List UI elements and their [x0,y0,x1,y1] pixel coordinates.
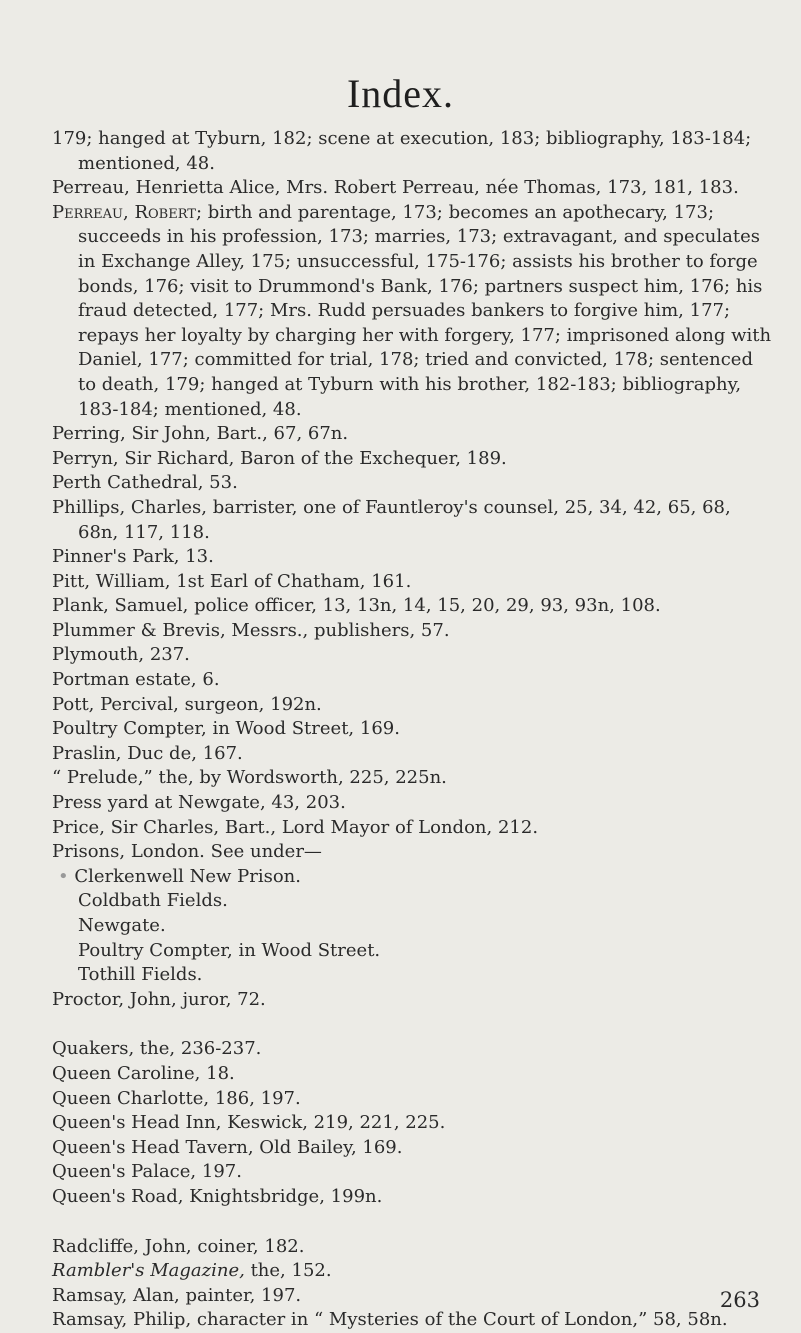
index-entry: Proctor, John, juror, 72. [52,988,266,1010]
index-entry: Pinner's Park, 13. [52,546,214,568]
index-entry: Queen Charlotte, 186, 197. [52,1087,301,1109]
index-entry: Pott, Percival, surgeon, 192n. [52,693,322,715]
index-entry: Portman estate, 6. [52,669,220,691]
index-entry: Ramsay, Philip, character in “ Mysteries of the Court of London,” 58, 58n. [52,1309,728,1331]
index-entry: “ Prelude,” the, by Wordsworth, 225, 225n. [52,767,447,789]
index-entry: Queen Caroline, 18. [52,1062,235,1084]
index-entry: Queen's Head Tavern, Old Bailey, 169. [52,1136,403,1158]
index-entry: Perth Cathedral, 53. [52,472,238,494]
section-gap [52,1210,774,1235]
section-gap [52,1012,774,1037]
index-entry: Queen's Palace, 197. [52,1161,242,1183]
index-entry: Quakers, the, 236-237. [52,1038,262,1060]
index-entry: 179; hanged at Tyburn, 182; scene at execution, 183; bibliography, 183-184; mentioned, 48. [52,128,752,174]
index-entry: Press yard at Newgate, 43, 203. [52,792,346,814]
index-entry: Perreau, Henrietta Alice, Mrs. Robert Perreau, née Thomas, 173, 181, 183. [52,177,739,199]
index-entry: Radcliffe, John, coiner, 182. [52,1235,305,1257]
index-entry: Queen's Road, Knightsbridge, 199n. [52,1185,383,1207]
index-entry: Ramsay, Alan, painter, 197. [52,1284,302,1306]
index-entry: Plank, Samuel, police officer, 13, 13n, 14, 15, 20, 29, 93, 93n, 108. [52,595,661,617]
index-list [52,127,774,1333]
index-entry: Plummer & Brevis, Messrs., publishers, 57. [52,619,450,641]
index-entry: Prisons, London. See under— [52,841,322,863]
index-entry: Queen's Head Inn, Keswick, 219, 221, 225. [52,1112,446,1134]
index-sub-entry: Poultry Compter, in Wood Street. [78,939,381,961]
index-entry: Plymouth, 237. [52,644,190,666]
index-entry: Poultry Compter, in Wood Street, 169. [52,718,400,740]
index-entry: Praslin, Duc de, 167. [52,742,243,764]
index-sub-entry: Coldbath Fields. [78,890,228,912]
index-entry: Price, Sir Charles, Bart., Lord Mayor of London, 212. [52,816,539,838]
index-sub-entry: Newgate. [78,915,166,936]
index-entry: Phillips, Charles, barrister, one of Fauntleroy's counsel, 25, 34, 42, 65, 68, 68n, 117, 118. [52,496,731,543]
index-entry: Perring, Sir John, Bart., 67, 67n. [52,423,349,445]
index-entry: Rambler's Magazine, the, 152. [52,1260,332,1282]
page-number: 263 [719,1288,760,1312]
index-entry: Perryn, Sir Richard, Baron of the Exchequer, 189. [52,447,507,469]
index-entry: Pitt, William, 1st Earl of Chatham, 161. [52,570,412,592]
page-title: Index. [346,71,455,116]
index-entry: Perreau, Robert; birth and parentage, 173; becomes an apothecary, 173; succeeds in his profession, 173; marries, 173; extravagant, and speculates in Exchange Alley, 175; unsuccessful, 175-176; assists his brother to forge bonds, 176; visit to Drummond's Bank, 176; partners suspect him, 176; his fraud detected, 177; Mrs. Rudd persuades bankers to forgive him, 177; repays her loyalty by charging her with forgery, 177; imprisoned along with Daniel, 177; committed for trial, 178; tried and convicted, 178; sentenced to death, 179; hanged at Tyburn with his brother, 182-183; bibliography, 183-184; mentioned, 48. [52,201,772,420]
index-sub-entry: • Clerkenwell New Prison. [52,865,774,890]
index-sub-entry: Tothill Fields. [78,964,203,986]
